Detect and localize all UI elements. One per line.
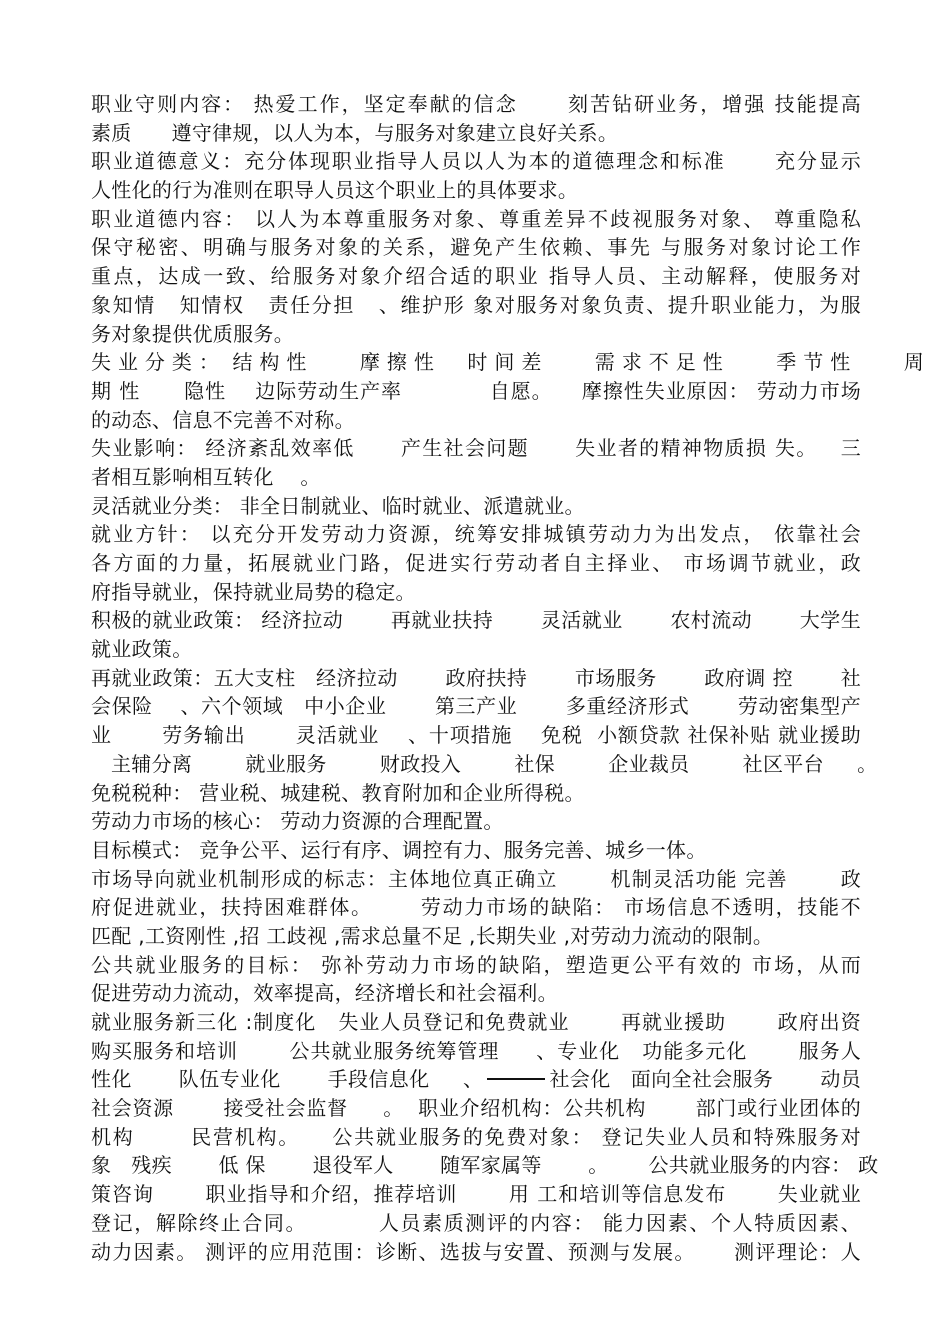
line-text: 素质 遵守律规，以人为本，与服务对象建立良好关系。: [91, 120, 619, 145]
line-text: 会保险 、六个领域 中小企业 第三产业 多重经济形式 劳动密集型产: [91, 694, 861, 719]
text-line: [91, 492, 861, 521]
line-text: 重点，达成一致、给服务对象介绍合适的职业 指导人员、主动解释，使服务对: [91, 264, 861, 289]
text-line: [91, 90, 861, 119]
text-line: [91, 664, 861, 693]
line-text: 象知情 知情权 责任分担 、维护形 象对服务对象负责、提升职业能力，为服: [91, 292, 861, 317]
text-line: [91, 692, 861, 721]
text-line: [91, 979, 861, 1008]
line-text: 公共就业服务的目标： 弥补劳动力市场的缺陷，塑造更公平有效的 市场，从而: [91, 952, 861, 977]
text-line: [91, 1209, 861, 1238]
text-line: [91, 893, 861, 922]
text-line: [91, 635, 861, 664]
line-text: 劳动力市场的核心： 劳动力资源的合理配置。: [91, 809, 504, 834]
line-text: 象 残疾 低 保 退役军人 随军家属等 。 公共就业服务的内容： 政: [91, 1153, 879, 1178]
text-line: [91, 119, 861, 148]
line-text: 保守秘密、明确与服务对象的关系，避免产生依赖、事先 与服务对象讨论工作: [91, 235, 861, 260]
line-text: 目标模式： 竞争公平、运行有序、调控有力、服务完善、城乡一体。: [91, 837, 707, 862]
text-line: [91, 377, 861, 406]
line-text: 积极的就业政策： 经济拉动 再就业扶持 灵活就业 农村流动 大学生: [91, 608, 861, 633]
text-line: [91, 147, 861, 176]
text-line: [91, 205, 861, 234]
line-text: 职业道德意义：充分体现职业指导人员以人为本的道德理念和标准 充分显示: [91, 149, 861, 174]
text-line: [91, 291, 861, 320]
line-text: 业 劳务输出 灵活就业 、十项措施 免税 小额贷款 社保补贴 就业援助: [91, 723, 861, 748]
text-line: [91, 1180, 861, 1209]
line-text: 就业服务新三化 :制度化 失业人员登记和免费就业 再就业援助 政府出资: [91, 1010, 861, 1034]
line-text: 的动态、信息不完善不对称。: [91, 407, 355, 432]
text-line: [91, 406, 861, 435]
text-line: [91, 578, 861, 607]
line-text: 灵活就业分类： 非全日制就业、临时就业、派遣就业。: [91, 493, 585, 518]
line-text: 就业政策。: [91, 637, 193, 662]
line-text: 性化 队伍专业化 手段信息化 、: [91, 1067, 484, 1092]
line-text: 机构 民营机构。 公共就业服务的免费对象： 登记失业人员和特殊服务对: [91, 1124, 861, 1149]
line-text: 者相互影响相互转化 。: [91, 464, 321, 489]
fill-in-blank-underline: [487, 1078, 545, 1080]
text-line: [91, 520, 861, 549]
line-text: 失 业 分 类 ： 结 构 性 摩 擦 性 时 间 差 需 求 不 足 性 季 节 性 周: [91, 350, 925, 375]
text-line: [91, 750, 878, 779]
line-text: 匹配 ,工资刚性 ,招 工歧视 ,需求总量不足 ,长期失业 ,对劳动力流动的限制。: [91, 923, 774, 948]
line-text: 免税税种： 营业税、城建税、教育附加和企业所得税。: [91, 780, 585, 805]
text-line: [91, 836, 861, 865]
line-text: 府指导就业，保持就业局势的稳定。: [91, 579, 416, 604]
line-text: 市场导向就业机制形成的标志：主体地位真正确立 机制灵活功能 完善 政: [91, 866, 861, 891]
line-text: 期 性 隐性 边际劳动生产率 自愿。 摩擦性失业原因： 劳动力市场: [91, 378, 861, 403]
text-line: [91, 463, 861, 492]
text-line: [91, 606, 861, 635]
line-text: 人性化的行为准则在职导人员这个职业上的具体要求。: [91, 178, 579, 203]
line-text: 职业守则内容： 热爱工作，坚定奉献的信念 刻苦钻研业务，增强 技能提高: [91, 92, 861, 116]
line-text: 社会资源 接受社会监督 。 职业介绍机构：公共机构 部门或行业团体的: [91, 1096, 861, 1121]
text-line: [91, 1065, 861, 1094]
text-line: [91, 779, 861, 808]
text-line: [91, 549, 861, 578]
line-text: 就业方针： 以充分开发劳动力资源，统筹安排城镇劳动力为出发点， 依靠社会: [91, 522, 861, 547]
line-text: 府促进就业，扶持困难群体。 劳动力市场的缺陷： 市场信息不透明，技能不: [91, 895, 861, 920]
text-line: [91, 1151, 879, 1180]
document-body: [91, 90, 925, 1266]
line-text: 主辅分离 就业服务 财政投入 社保 企业裁员 社区平台 。: [91, 751, 878, 776]
line-text: 购买服务和培训 公共就业服务统筹管理 、专业化 功能多元化 服务人: [91, 1038, 861, 1063]
text-line: [91, 176, 861, 205]
line-text: 促进劳动力流动，效率提高，经济增长和社会福利。: [91, 981, 558, 1006]
text-line: [91, 320, 861, 349]
text-line: [91, 721, 861, 750]
text-line: [91, 951, 861, 980]
text-line: [91, 1037, 861, 1066]
line-text: 失业影响： 经济紊乱效率低 产生社会问题 失业者的精神物质损 失。 三: [91, 436, 861, 461]
line-text: 职业道德内容： 以人为本尊重服务对象、尊重差异不歧视服务对象、 尊重隐私: [91, 206, 861, 231]
line-text: 再就业政策：五大支柱 经济拉动 政府扶持 市场服务 政府调 控 社: [91, 665, 861, 690]
text-line: [91, 262, 861, 291]
line-text-continued: 社会化 面向全社会服务 动员: [549, 1067, 861, 1092]
text-line: [91, 434, 861, 463]
line-text: 务对象提供优质服务。: [91, 321, 294, 346]
text-line: [91, 1123, 861, 1152]
text-line: [91, 922, 861, 951]
text-line: [91, 1008, 861, 1037]
line-text: 动力因素。 测评的应用范围：诊断、选拔与安置、预测与发展。 测评理论：人: [91, 1239, 861, 1264]
line-text: 各方面的力量，拓展就业门路，促进实行劳动者自主择业、 市场调节就业，政: [91, 551, 861, 575]
text-line: [91, 233, 861, 262]
text-line: [91, 1238, 861, 1267]
text-line: [91, 807, 861, 836]
text-line: [91, 865, 861, 894]
text-line: [91, 348, 925, 377]
line-text: 策咨询 职业指导和介绍，推荐培训 用 工和培训等信息发布 失业就业: [91, 1182, 861, 1207]
text-line: [91, 1094, 861, 1123]
line-text: 登记，解除终止合同。 人员素质测评的内容： 能力因素、个人特质因素、: [91, 1210, 861, 1235]
